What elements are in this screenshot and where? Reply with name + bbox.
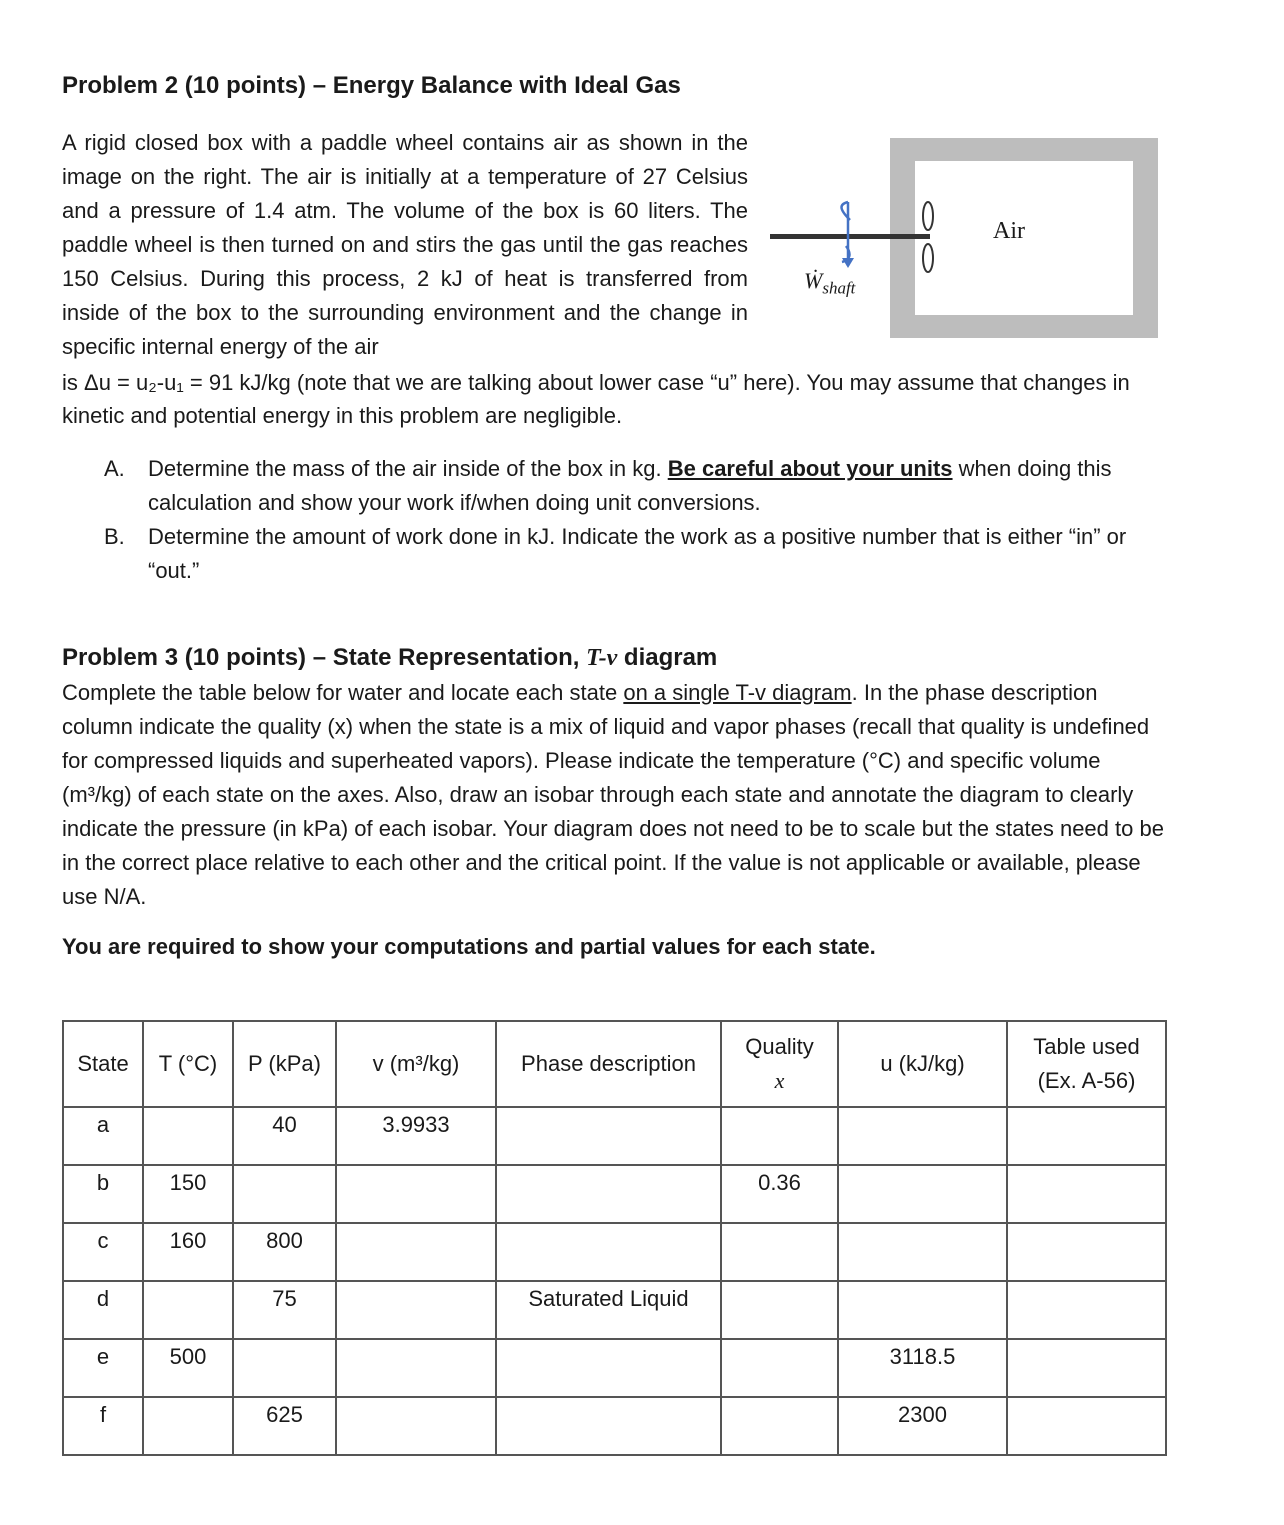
question-a-marker: A.: [104, 456, 125, 481]
header-state: State: [63, 1021, 143, 1107]
question-a-emphasis: Be careful about your units: [667, 456, 953, 481]
cell-table[interactable]: [1007, 1107, 1166, 1165]
problem2-questions: [104, 452, 1174, 588]
cell-p[interactable]: 625: [233, 1397, 336, 1455]
cell-v[interactable]: [336, 1165, 496, 1223]
cell-phase[interactable]: [496, 1339, 721, 1397]
cell-u[interactable]: [838, 1223, 1007, 1281]
table-row: [63, 1397, 1166, 1455]
cell-u[interactable]: 3118.5: [838, 1339, 1007, 1397]
cell-state: e: [63, 1339, 143, 1397]
cell-phase[interactable]: [496, 1165, 721, 1223]
single-tv-diagram-underline: on a single T-v diagram: [623, 680, 852, 705]
cell-p[interactable]: [233, 1165, 336, 1223]
cell-phase[interactable]: [496, 1223, 721, 1281]
cell-p[interactable]: 40: [233, 1107, 336, 1165]
cell-t[interactable]: [143, 1107, 233, 1165]
header-table-used: Table used (Ex. A-56): [1007, 1021, 1166, 1107]
problem2-paragraph-continued: is Δu = u₂-u₁ = 91 kJ/kg (note that we are talking about lower case “u” here). You may assume that changes in kinetic and potential energy in this problem are negligible.: [62, 370, 1130, 428]
paddle-wheel-svg: [760, 130, 1170, 350]
table-row: [63, 1107, 1166, 1165]
rotation-arrowhead-icon: [842, 258, 854, 268]
question-b-marker: B.: [104, 524, 125, 549]
cell-state: d: [63, 1281, 143, 1339]
cell-t[interactable]: 500: [143, 1339, 233, 1397]
cell-state: b: [63, 1165, 143, 1223]
problem2-paragraph: A rigid closed box with a paddle wheel contains air as shown in the image on the right. The air is initially at a temperature of 27 Celsius and a pressure of 1.4 atm. The volume of the box is 60 liters. The paddle wheel is then turned on and stirs the gas until the gas reaches 150 Celsius. During this process, 2 kJ of heat is transferred from inside of the box to the surrounding environment and the change in specific internal energy of the air: [62, 130, 748, 359]
cell-u[interactable]: [838, 1281, 1007, 1339]
cell-p[interactable]: 75: [233, 1281, 336, 1339]
cell-p[interactable]: [233, 1339, 336, 1397]
table-header-row: [63, 1021, 1166, 1107]
cell-phase[interactable]: [496, 1107, 721, 1165]
cell-u[interactable]: [838, 1107, 1007, 1165]
cell-table[interactable]: [1007, 1165, 1166, 1223]
problem3-required-note: You are required to show your computations and partial values for each state.: [62, 934, 876, 959]
header-internal-energy: u (kJ/kg): [838, 1021, 1007, 1107]
paddle-blade-bottom: [923, 244, 933, 272]
cell-v[interactable]: [336, 1223, 496, 1281]
header-pressure: P (kPa): [233, 1021, 336, 1107]
question-b: [104, 520, 1174, 588]
problem2-title: Problem 2 (10 points) – Energy Balance with Ideal Gas: [62, 72, 681, 99]
paddle-wheel-figure: [760, 130, 1170, 350]
cell-x[interactable]: 0.36: [721, 1165, 838, 1223]
table-row: [63, 1339, 1166, 1397]
cell-phase[interactable]: [496, 1397, 721, 1455]
cell-x[interactable]: [721, 1281, 838, 1339]
work-shaft-label: Ẇ$_{shaft}$: [804, 268, 856, 298]
air-label: Air: [993, 218, 1025, 244]
header-quality: Quality x: [721, 1021, 838, 1107]
problem3-title: Problem 3 (10 points) – State Representation, T-v diagram: [62, 644, 718, 671]
cell-state: c: [63, 1223, 143, 1281]
table-row: [63, 1165, 1166, 1223]
cell-table[interactable]: [1007, 1339, 1166, 1397]
cell-t[interactable]: 160: [143, 1223, 233, 1281]
cell-t[interactable]: 150: [143, 1165, 233, 1223]
cell-state: f: [63, 1397, 143, 1455]
cell-t[interactable]: [143, 1397, 233, 1455]
cell-table[interactable]: [1007, 1281, 1166, 1339]
states-table: [62, 1020, 1167, 1456]
table-row: [63, 1223, 1166, 1281]
cell-table[interactable]: [1007, 1397, 1166, 1455]
problem3-paragraph: Complete the table below for water and locate each state on a single T-v diagram. In the phase description column indicate the quality (x) when the state is a mix of liquid and vapor phases (recall that quality is undefined for compressed liquids and superheated vapors). Please indicate the temperature (°C) and specific volume (m³/kg) of each state on the axes. Also, draw an isobar through each state and annotate the diagram to clearly indicate the pressure (in kPa) of each isobar. Your diagram does not need to be to scale but the states need to be in the correct place relative to each other and the critical point. If the value is not applicable or available, please use N/A.: [62, 680, 1164, 909]
cell-v[interactable]: [336, 1397, 496, 1455]
cell-x[interactable]: [721, 1107, 838, 1165]
cell-u[interactable]: [838, 1165, 1007, 1223]
cell-v[interactable]: 3.9933: [336, 1107, 496, 1165]
cell-phase[interactable]: Saturated Liquid: [496, 1281, 721, 1339]
question-b-text: Determine the amount of work done in kJ. Indicate the work as a positive number that is either “in” or “out.”: [148, 524, 1127, 583]
question-a: [104, 452, 1174, 520]
header-temperature: T (°C): [143, 1021, 233, 1107]
cell-state: a: [63, 1107, 143, 1165]
question-a-text-after: when doing this calculation and show your work if/when doing unit conversions.: [148, 456, 1112, 515]
cell-v[interactable]: [336, 1281, 496, 1339]
cell-x[interactable]: [721, 1223, 838, 1281]
paddle-blade-top: [923, 202, 933, 230]
cell-t[interactable]: [143, 1281, 233, 1339]
table-row: [63, 1281, 1166, 1339]
cell-table[interactable]: [1007, 1223, 1166, 1281]
header-phase-description: Phase description: [496, 1021, 721, 1107]
cell-x[interactable]: [721, 1397, 838, 1455]
question-a-text-before: Determine the mass of the air inside of the box in kg.: [148, 456, 668, 481]
cell-p[interactable]: 800: [233, 1223, 336, 1281]
cell-u[interactable]: 2300: [838, 1397, 1007, 1455]
cell-v[interactable]: [336, 1339, 496, 1397]
header-specific-volume: v (m³/kg): [336, 1021, 496, 1107]
cell-x[interactable]: [721, 1339, 838, 1397]
